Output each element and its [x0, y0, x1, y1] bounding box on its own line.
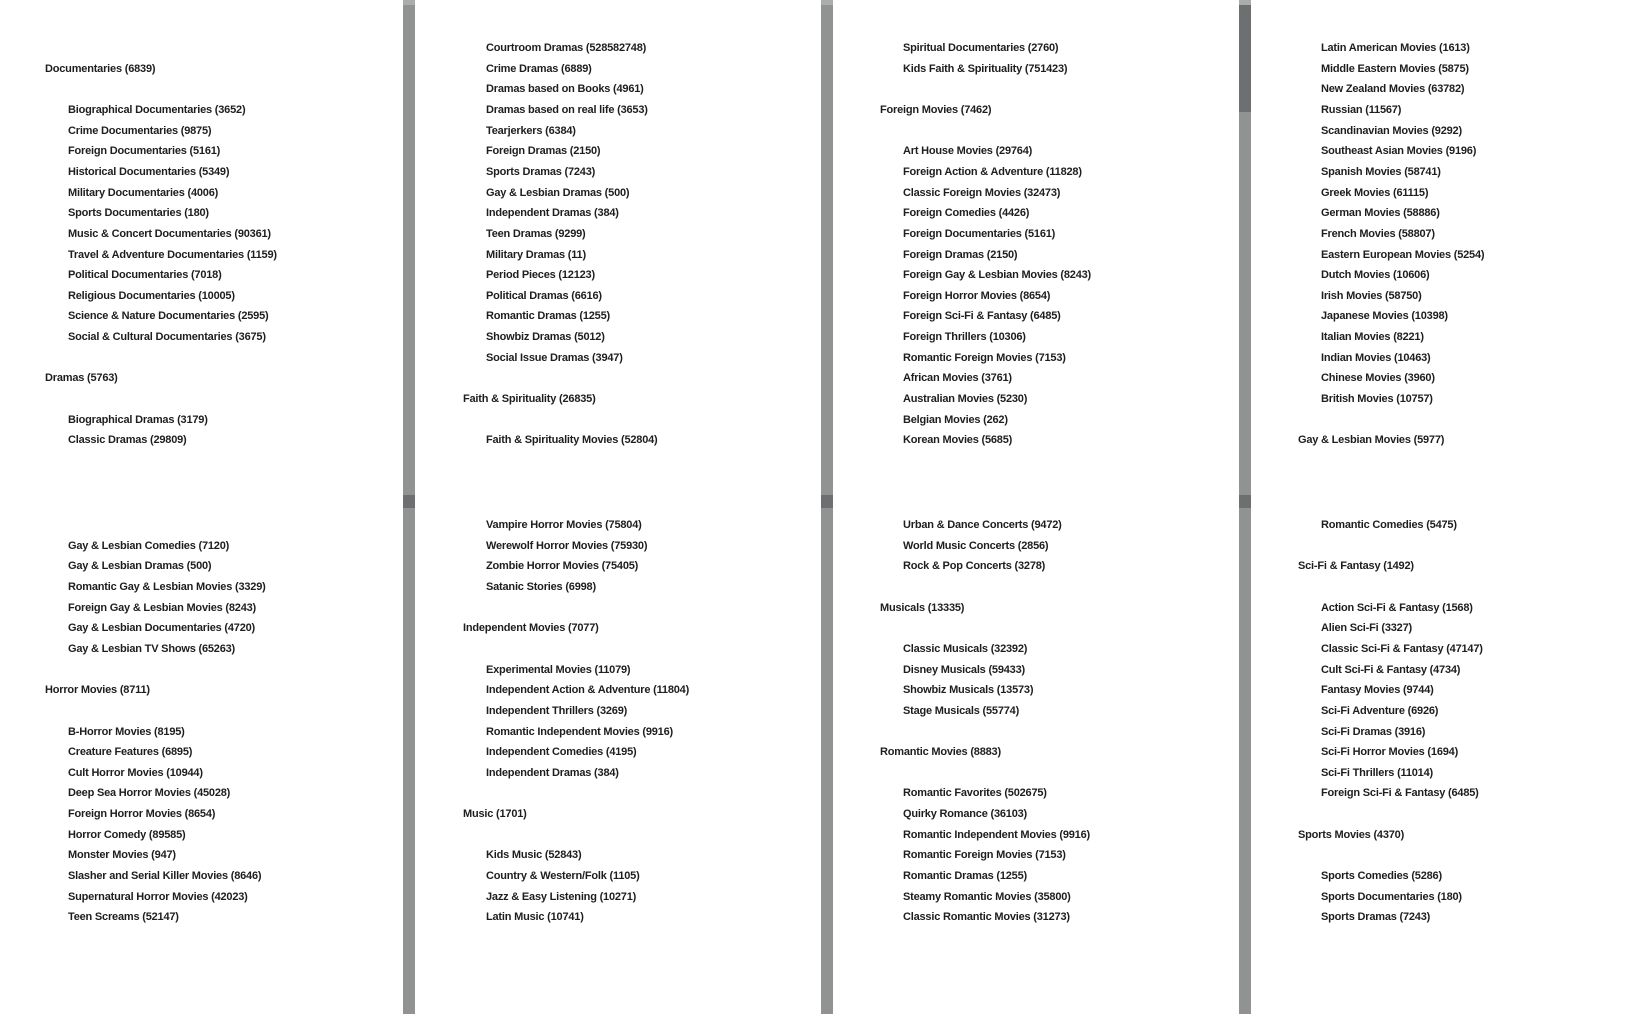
separator-top-cap	[403, 0, 415, 5]
category-item: Middle Eastern Movies (5875)	[1321, 62, 1469, 75]
category-item: Romantic Dramas (1255)	[486, 310, 610, 323]
category-item: Foreign Documentaries (5161)	[903, 227, 1056, 240]
category-item: Southeast Asian Movies (9196)	[1321, 145, 1477, 158]
page-separator-3	[1239, 0, 1251, 1014]
category-header: Music (1701)	[463, 808, 527, 821]
category-item: Korean Movies (5685)	[903, 434, 1013, 447]
category-item: Steamy Romantic Movies (35800)	[903, 890, 1071, 903]
category-item: French Movies (58807)	[1321, 227, 1435, 240]
category-item: Satanic Stories (6998)	[486, 580, 596, 593]
category-item: Urban & Dance Concerts (9472)	[903, 519, 1062, 531]
category-item: Political Dramas (6616)	[486, 289, 602, 302]
category-item: Alien Sci-Fi (3327)	[1321, 622, 1412, 635]
category-item: Classic Musicals (32392)	[903, 642, 1028, 655]
category-item: Slasher and Serial Killer Movies (8646)	[68, 870, 262, 883]
category-item: Teen Dramas (9299)	[486, 227, 586, 240]
separator-top-cap	[821, 0, 833, 5]
category-header: Dramas (5763)	[45, 372, 118, 385]
category-header: Horror Movies (8711)	[45, 684, 150, 697]
category-item: Dutch Movies (10606)	[1321, 269, 1430, 282]
category-item: Gay & Lesbian Documentaries (4720)	[68, 622, 255, 635]
category-item: Rock & Pop Concerts (3278)	[903, 560, 1046, 573]
category-item: Country & Western/Folk (1105)	[486, 870, 640, 883]
category-item: Showbiz Dramas (5012)	[486, 331, 605, 344]
category-item: Faith & Spirituality Movies (52804)	[486, 434, 658, 447]
page-separator-1	[403, 0, 415, 1014]
category-item: Classic Sci-Fi & Fantasy (47147)	[1321, 642, 1483, 655]
category-item: Biographical Dramas (3179)	[68, 413, 208, 426]
category-item: Historical Documentaries (5349)	[68, 165, 230, 178]
category-item: Quirky Romance (36103)	[903, 808, 1027, 821]
category-item: Gay & Lesbian Comedies (7120)	[68, 539, 230, 552]
category-item: Independent Comedies (4195)	[486, 746, 637, 759]
category-item: Classic Dramas (29809)	[68, 434, 187, 447]
category-item: Classic Romantic Movies (31273)	[903, 911, 1070, 924]
category-item: Period Pieces (12123)	[486, 269, 595, 282]
category-item: Foreign Dramas (2150)	[486, 145, 601, 158]
category-item: Italian Movies (8221)	[1321, 331, 1424, 344]
category-item: Monster Movies (947)	[68, 849, 176, 862]
category-item: Spiritual Documentaries (2760)	[903, 42, 1059, 54]
category-item: New Zealand Movies (63782)	[1321, 83, 1465, 96]
category-item: Disney Musicals (59433)	[903, 663, 1025, 676]
category-item: Action Sci-Fi & Fantasy (1568)	[1321, 601, 1473, 614]
category-item: Romantic Independent Movies (9916)	[486, 725, 673, 738]
category-item: Experimental Movies (11079)	[486, 663, 631, 676]
category-item: Foreign Thrillers (10306)	[903, 331, 1026, 344]
category-item: Vampire Horror Movies (75804)	[486, 519, 642, 531]
category-item: Foreign Dramas (2150)	[903, 248, 1018, 261]
category-item: Chinese Movies (3960)	[1321, 372, 1435, 385]
category-item: Cult Sci-Fi & Fantasy (4734)	[1321, 663, 1461, 676]
category-header: Faith & Spirituality (26835)	[463, 393, 596, 406]
category-item: African Movies (3761)	[903, 372, 1012, 385]
category-item: Crime Documentaries (9875)	[68, 124, 212, 137]
category-item: Sci-Fi Horror Movies (1694)	[1321, 746, 1459, 759]
category-item: Teen Screams (52147)	[68, 911, 179, 924]
category-item: Dramas based on real life (3653)	[486, 103, 648, 116]
category-item: Kids Faith & Spirituality (751423)	[903, 62, 1068, 75]
category-item: Travel & Adventure Documentaries (1159)	[68, 248, 277, 261]
category-header: Romantic Movies (8883)	[880, 746, 1001, 759]
category-item: Art House Movies (29764)	[903, 145, 1033, 158]
category-item: Classic Foreign Movies (32473)	[903, 186, 1061, 199]
category-item: Eastern European Movies (5254)	[1321, 248, 1485, 261]
category-item: Russian (11567)	[1321, 103, 1402, 116]
category-item: British Movies (10757)	[1321, 393, 1433, 406]
category-item: Sports Documentaries (180)	[68, 207, 209, 220]
category-item: Belgian Movies (262)	[903, 413, 1008, 426]
category-item: Werewolf Horror Movies (75930)	[486, 539, 648, 552]
category-item: Horror Comedy (89585)	[68, 828, 186, 841]
category-header: Musicals (13335)	[880, 601, 965, 614]
category-item: Romantic Gay & Lesbian Movies (3329)	[68, 580, 266, 593]
category-item: Dramas based on Books (4961)	[486, 83, 644, 96]
category-item: Greek Movies (61115)	[1321, 186, 1429, 199]
category-item: Romantic Comedies (5475)	[1321, 519, 1457, 531]
category-header: Documentaries (6839)	[45, 62, 156, 75]
category-item: Military Documentaries (4006)	[68, 186, 219, 199]
category-header: Foreign Movies (7462)	[880, 103, 992, 116]
category-item: Social & Cultural Documentaries (3675)	[68, 331, 266, 344]
category-item: Tearjerkers (6384)	[486, 124, 576, 137]
category-item: Irish Movies (58750)	[1321, 289, 1422, 302]
category-item: Sci-Fi Dramas (3916)	[1321, 725, 1426, 738]
category-header: Sci-Fi & Fantasy (1492)	[1298, 560, 1414, 573]
category-item: Jazz & Easy Listening (10271)	[486, 890, 637, 903]
category-item: Foreign Gay & Lesbian Movies (8243)	[68, 601, 257, 614]
page-row-gap-notch	[403, 495, 415, 508]
category-item: Romantic Favorites (502675)	[903, 787, 1047, 800]
category-item: Independent Dramas (384)	[486, 766, 619, 779]
category-item: Stage Musicals (55774)	[903, 704, 1020, 717]
category-item: Indian Movies (10463)	[1321, 351, 1431, 364]
category-item: Gay & Lesbian Dramas (500)	[68, 560, 212, 573]
category-item: Independent Action & Adventure (11804)	[486, 684, 690, 697]
category-item: Romantic Foreign Movies (7153)	[903, 351, 1066, 364]
category-item: Foreign Gay & Lesbian Movies (8243)	[903, 269, 1092, 282]
category-item: Foreign Horror Movies (8654)	[68, 808, 216, 821]
category-item: Romantic Independent Movies (9916)	[903, 828, 1090, 841]
category-item: Political Documentaries (7018)	[68, 269, 222, 282]
category-item: Foreign Comedies (4426)	[903, 207, 1030, 220]
category-item: Gay & Lesbian TV Shows (65263)	[68, 642, 236, 655]
category-item: World Music Concerts (2856)	[903, 539, 1049, 552]
category-item: Military Dramas (11)	[486, 248, 586, 261]
category-item: Science & Nature Documentaries (2595)	[68, 310, 269, 323]
category-item: Supernatural Horror Movies (42023)	[68, 890, 248, 903]
category-item: Sci-Fi Adventure (6926)	[1321, 704, 1439, 717]
category-item: Spanish Movies (58741)	[1321, 165, 1441, 178]
category-item: Sci-Fi Thrillers (11014)	[1321, 766, 1433, 779]
category-item: Music & Concert Documentaries (90361)	[68, 227, 271, 240]
category-item: Courtroom Dramas (528582748)	[486, 42, 647, 54]
category-header: Sports Movies (4370)	[1298, 828, 1405, 841]
category-item: Latin Music (10741)	[486, 911, 584, 924]
category-item: Sports Dramas (7243)	[1321, 911, 1431, 924]
category-item: Latin American Movies (1613)	[1321, 42, 1470, 54]
category-header: Independent Movies (7077)	[463, 622, 599, 635]
category-item: Religious Documentaries (10005)	[68, 289, 235, 302]
category-item: Romantic Foreign Movies (7153)	[903, 849, 1066, 862]
category-item: German Movies (58886)	[1321, 207, 1440, 220]
category-item: Foreign Horror Movies (8654)	[903, 289, 1051, 302]
category-item: Sports Dramas (7243)	[486, 165, 596, 178]
category-item: Showbiz Musicals (13573)	[903, 684, 1034, 697]
category-item: Kids Music (52843)	[486, 849, 582, 862]
category-item: Sports Comedies (5286)	[1321, 870, 1442, 883]
page-row-gap-notch	[1239, 495, 1251, 508]
page-separator-2	[821, 0, 833, 1014]
category-item: Romantic Dramas (1255)	[903, 870, 1027, 883]
category-item: Sports Documentaries (180)	[1321, 890, 1462, 903]
category-item: Foreign Sci-Fi & Fantasy (6485)	[1321, 787, 1479, 800]
category-item: Biographical Documentaries (3652)	[68, 103, 246, 116]
category-item: Social Issue Dramas (3947)	[486, 351, 623, 364]
category-item: Fantasy Movies (9744)	[1321, 684, 1434, 697]
category-item: Independent Thrillers (3269)	[486, 704, 628, 717]
category-item: Independent Dramas (384)	[486, 207, 619, 220]
category-item: Australian Movies (5230)	[903, 393, 1028, 406]
category-item: Creature Features (6895)	[68, 746, 193, 759]
category-item: Scandinavian Movies (9292)	[1321, 124, 1462, 137]
category-header: Gay & Lesbian Movies (5977)	[1298, 434, 1445, 447]
category-item: Foreign Documentaries (5161)	[68, 145, 221, 158]
category-item: Foreign Sci-Fi & Fantasy (6485)	[903, 310, 1061, 323]
category-item: Cult Horror Movies (10944)	[68, 766, 203, 779]
category-item: Gay & Lesbian Dramas (500)	[486, 186, 630, 199]
page-row-gap-notch	[821, 495, 833, 508]
separator-dark-segment	[1239, 5, 1251, 112]
category-item: Deep Sea Horror Movies (45028)	[68, 787, 231, 800]
category-item: Japanese Movies (10398)	[1321, 310, 1448, 323]
category-item: B-Horror Movies (8195)	[68, 725, 185, 738]
category-item: Foreign Action & Adventure (11828)	[903, 165, 1082, 178]
category-item: Zombie Horror Movies (75405)	[486, 560, 639, 573]
category-item: Crime Dramas (6889)	[486, 62, 592, 75]
